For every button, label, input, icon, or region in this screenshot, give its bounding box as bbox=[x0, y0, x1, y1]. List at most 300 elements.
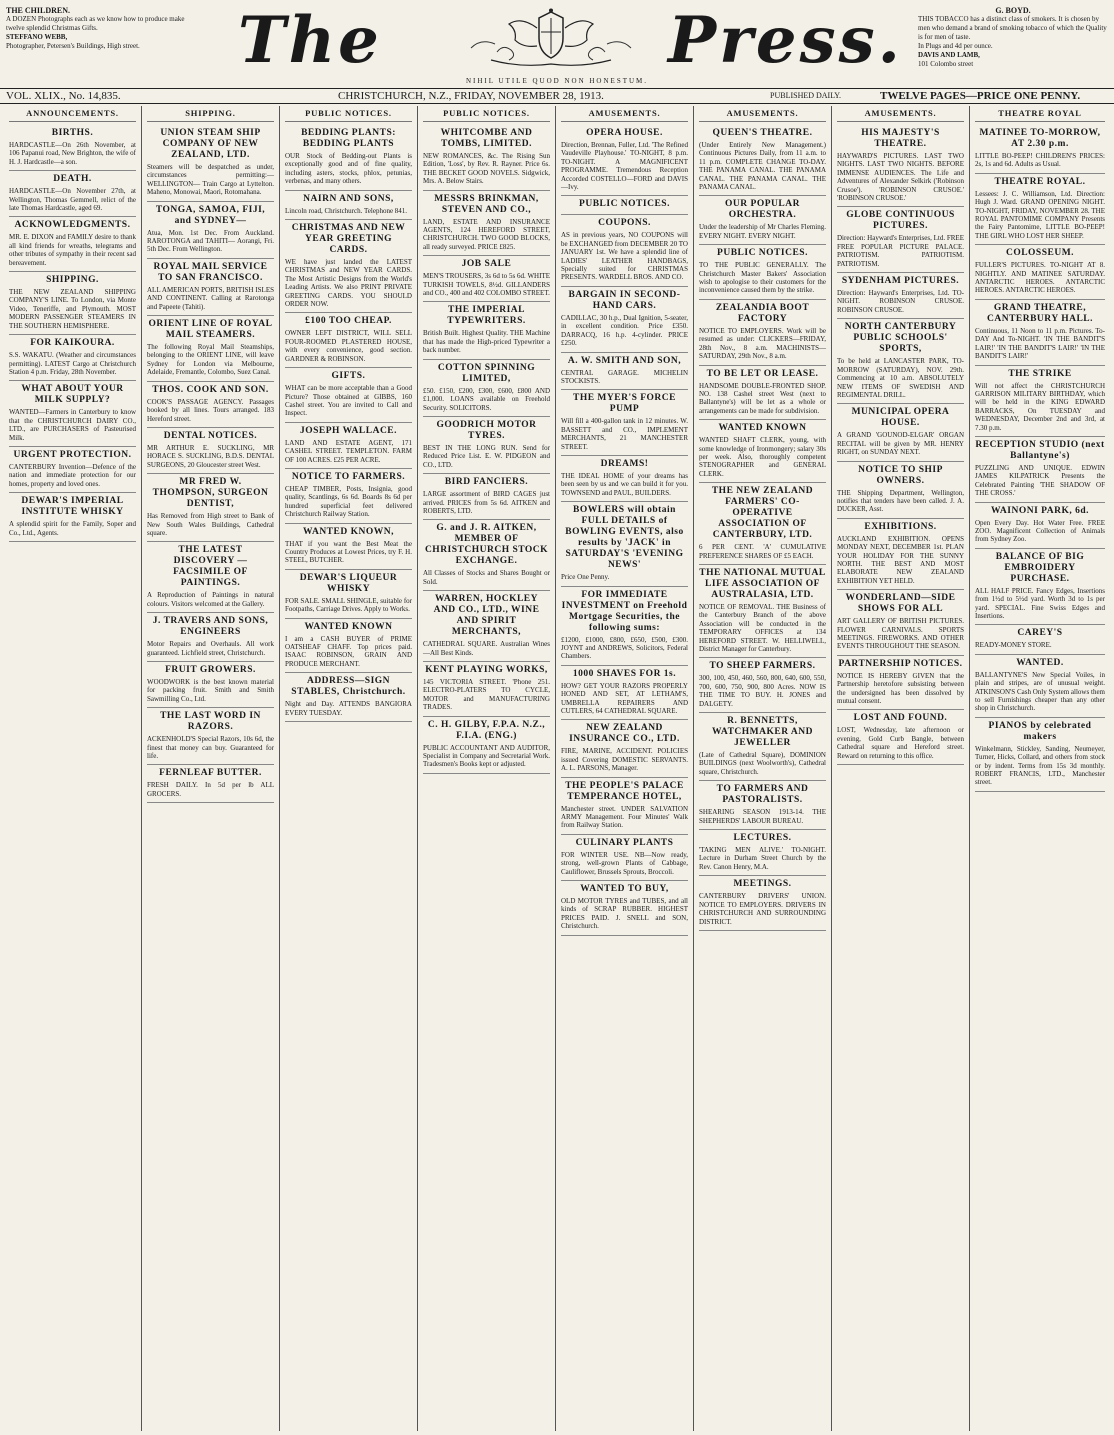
advert-body: FRESH DAILY. In 5d per lb ALL GROCERS. bbox=[147, 781, 274, 798]
advert-body: S.S. WAKATU. (Weather and circumstances permitting). LATEST Cargo at Christchurch Station 4 p.m. Friday, 28th November. bbox=[9, 351, 136, 376]
advert-body: AS in previous years, NO COUPONS will be EXCHANGED from DECEMBER 20 TO JANUARY 1st. We have a splendid line of LADIES' LEATHER HANDBAGS, Specially suited for CHRISTMAS PRESENTS. WARDELL BROS. AND CO. bbox=[561, 231, 688, 282]
advert-body: Continuous, 11 Noon to 11 p.m. Pictures. To-DAY And To-NIGHT. 'IN THE BANDIT'S LAIR!' 'IN THE BANDIT'S LAIR!' 'IN THE BANDIT'S LAIR!' bbox=[975, 326, 1105, 361]
advert-block bbox=[285, 313, 412, 368]
advert-body: CENTRAL GARAGE. MICHELIN STOCKISTS. bbox=[561, 368, 688, 385]
advert-heading: KENT PLAYING WORKS, bbox=[425, 664, 548, 675]
advert-block bbox=[423, 474, 550, 520]
advert-block bbox=[9, 125, 136, 171]
advert-body: British Built. Highest Quality. THE Machine that has made the High-priced Typewriter a back number. bbox=[423, 329, 550, 355]
advert-block bbox=[837, 273, 964, 319]
advert-block bbox=[9, 381, 136, 447]
advert-body: HAYWARD'S PICTURES. LAST TWO NIGHTS. LAST TWO NIGHTS. BEFORE IMMENSE AUDIENCES. The Life and Adventures of Alexander Selkirk ('Robinson Crusoe'). 'ROBINSON CRUSOE.' 'ROBINSON CRUSOE.' bbox=[837, 152, 964, 203]
advert-body: FULLER'S PICTURES. TO-NIGHT AT 8. NIGHTLY. AND MATINEE SATURDAY. ANTARCTIC HEROES. ANTARCTIC HEROES. ANTARCTIC HEROES. bbox=[975, 261, 1105, 295]
advert-block bbox=[561, 778, 688, 835]
masthead-title-left: The bbox=[238, 3, 382, 78]
advert-block bbox=[147, 316, 274, 382]
advert-block bbox=[561, 666, 688, 721]
advert-block bbox=[9, 493, 136, 542]
advert-body: A splendid spirit for the Family, Soper and Co., Ltd., Agents. bbox=[9, 520, 136, 537]
advert-heading: NOTICE TO SHIP OWNERS. bbox=[858, 464, 943, 486]
advert-body: CANTERBURY Invention—Defence of the nation and immediate protection for our homes, property and loved ones. bbox=[9, 462, 136, 488]
advert-body: (Late of Cathedral Square), DOMINION BUILDINGS (next Woolworth's), Cathedral square, Christchurch. bbox=[699, 751, 826, 776]
advert-block bbox=[699, 658, 826, 713]
advert-block bbox=[561, 456, 688, 502]
advert-body: WHAT can be more acceptable than a Good Picture? Those obtained at GIBBS, 160 Cashel street. You are invited to Call and Inspect. bbox=[285, 384, 412, 418]
advert-block bbox=[423, 125, 550, 191]
advert-heading: FOR IMMEDIATE INVESTMENT on Freehold Mortgage Securities, the following sums: bbox=[561, 589, 688, 633]
advert-body: A GRAND 'GOUNOD-ELGAR' ORGAN RECITAL will be given by MR. HENRY RIGHT, on SUNDAY NEXT. bbox=[837, 431, 964, 457]
price-line: TWELVE PAGES—PRICE ONE PENNY. bbox=[880, 90, 1081, 102]
advert-body: Open Every Day. Hot Water Free. FREE ZOO. Magnificent Collection of Animals from Sydney Zoo. bbox=[975, 518, 1105, 544]
advert-body: £50. £150, £200, £300, £600, £800 AND £1,000. LOANS available on Freehold Security. SOLICITORS. bbox=[423, 386, 550, 412]
advert-heading: JOB SALE bbox=[461, 259, 512, 270]
advert-heading: JOSEPH WALLACE. bbox=[299, 425, 398, 436]
advert-block bbox=[285, 619, 412, 674]
advert-heading: MEETINGS. bbox=[733, 879, 792, 890]
advert-body: 'TAKING MEN ALIVE.' TO-NIGHT. Lecture in Durham Street Church by the Rev. Canon Henry, M.A. bbox=[699, 846, 826, 871]
advert-block bbox=[423, 662, 550, 717]
advert-block bbox=[147, 125, 274, 202]
column-heading: AMUSEMENTS. bbox=[837, 106, 964, 122]
advert-heading: BOWLERS will obtain FULL DETAILS of BOWLING EVENTS, also results by 'JACK' in SATURDAY'S 'EVENING NEWS' bbox=[565, 505, 684, 571]
advert-heading: BEDDING PLANTS: BEDDING PLANTS bbox=[301, 128, 396, 149]
advert-body: BALLANTYNE'S New Special Voiles, in plain and stripes, are of unusual weight. ATKINSON'S Cash Only System allows them to sell Furnishings cheaper than any other shop in Christchurch. bbox=[975, 670, 1105, 713]
left-ear-body: A DOZEN Photographs each as we know how to produce make twelve splendid Christmas Gifts. bbox=[6, 15, 185, 32]
right-ear-address: 101 Colombo street bbox=[918, 60, 974, 68]
advert-body: CADILLAC, 30 h.p., Dual Ignition, 5-seater, in excellent condition. Price £350. DARRACQ, 16 h.p. 4-cylinder. PRICE £250. bbox=[561, 313, 688, 348]
advert-body: Price One Penny. bbox=[561, 573, 610, 582]
advert-heading: A. W. SMITH AND SON, bbox=[567, 355, 682, 366]
column-7 bbox=[832, 106, 970, 1431]
advert-heading: R. BENNETTS, WATCHMAKER AND JEWELLER bbox=[711, 716, 814, 749]
masthead-title-right: Press. bbox=[668, 3, 903, 78]
advert-heading: WAINONI PARK, 6d. bbox=[990, 505, 1090, 516]
advert-body: £1200, £1000, £800, £650, £500, £300. JOYNT and ANDREWS, Solicitors, Federal Chambers. bbox=[561, 635, 688, 661]
advert-block bbox=[9, 447, 136, 493]
advert-heading: WANTED. bbox=[1016, 657, 1064, 668]
advert-heading: ZEALANDIA BOOT FACTORY bbox=[715, 302, 810, 324]
advert-block bbox=[9, 272, 136, 335]
advert-heading: ACKNOWLEDGMENTS. bbox=[14, 220, 131, 231]
advert-body: THAT if you want the Best Meat the Country Produces at Lowest Prices, try F. H. STEEL, BUTCHER. bbox=[285, 539, 412, 565]
advert-heading: PARTNERSHIP NOTICES. bbox=[838, 658, 963, 669]
advert-block bbox=[9, 335, 136, 381]
column-1 bbox=[4, 106, 142, 1431]
advert-body: HOW? GET YOUR RAZORS PROPERLY HONED AND SET, AT LETHAM'S, UMBRELLA REPAIRERS AND CUTLERS, 64 CATHEDRAL SQUARE. bbox=[561, 681, 688, 715]
column-6 bbox=[694, 106, 832, 1431]
advert-body: CHEAP TIMBER, Posts, Insignia, good quality, Scantlings, 6s 6d. Boards 8s 6d per hundred superficial feet delivered Christchurch Railway Station. bbox=[285, 484, 412, 519]
advert-block bbox=[699, 781, 826, 830]
advert-block bbox=[423, 417, 550, 474]
advert-block bbox=[837, 319, 964, 404]
right-ear-body: THIS TOBACCO has a distinct class of smokers. It is chosen by men who demand a brand of smoking tobacco of which the Quality is for men of taste. bbox=[918, 15, 1107, 41]
advert-block bbox=[423, 591, 550, 662]
advert-body: THE NEW ZEALAND SHIPPING COMPANY'S LINE. To London, via Monte Video, Teneriffe, and Plymouth. MOST MODERN PASSENGER STEAMERS IN THE SOUTHERN HEMISPHERE. bbox=[9, 288, 136, 330]
advert-block bbox=[699, 420, 826, 483]
advert-body: AUCKLAND EXHIBITION. OPENS MONDAY NEXT, DECEMBER 1st. PLAN YOUR HOLIDAY FOR THE SUNNY NORTH. THE BEST AND MOST ELABORATE NEW ZEALAND EXHIBITION YET HELD. bbox=[837, 534, 964, 585]
advert-heading: WHITCOMBE AND TOMBS, LIMITED. bbox=[440, 128, 533, 149]
advert-block bbox=[975, 549, 1105, 626]
advert-body: Winkelmann, Stickley, Sanding, Neumeyer, Turner, Hicks, Collard, and others from stock or by indent. Terms from 15s 3d monthly. ROBERT FRANCIS, LTD., Manchester street. bbox=[975, 744, 1105, 787]
advert-block bbox=[285, 125, 412, 191]
advert-heading: EXHIBITIONS. bbox=[864, 521, 937, 532]
advert-heading: BIRD FANCIERS. bbox=[444, 477, 529, 488]
advert-heading: DREAMS! bbox=[600, 458, 649, 469]
right-ear-advert bbox=[918, 6, 1108, 69]
advert-block bbox=[975, 655, 1105, 718]
advert-block bbox=[147, 474, 274, 542]
advert-heading: BALANCE OF BIG EMBROIDERY PURCHASE. bbox=[995, 551, 1085, 584]
left-ear-advert bbox=[6, 6, 196, 51]
advert-block bbox=[9, 171, 136, 217]
advert-block bbox=[285, 570, 412, 619]
masthead-motto: NIHIL UTILE QUOD NON HONESTUM. bbox=[465, 77, 649, 85]
advert-block bbox=[561, 215, 688, 286]
advert-block bbox=[147, 428, 274, 474]
advert-heading: SHIPPING. bbox=[46, 275, 99, 286]
advert-body: WANTED—Farmers in Canterbury to know that the CHRISTCHURCH DAIRY CO., LTD., are PURCHASERS of Pasteurised Milk. bbox=[9, 408, 136, 442]
advert-heading: COLOSSEUM. bbox=[1005, 248, 1075, 259]
advert-block bbox=[975, 300, 1105, 366]
advert-heading: BIRTHS. bbox=[51, 128, 94, 138]
advert-heading: THE NEW ZEALAND FARMERS' CO-OPERATIVE ASSOCIATION OF CANTERBURY, LTD. bbox=[711, 486, 814, 541]
advert-heading: C. H. GILBY, F.P.A. N.Z., F.I.A. (ENG.) bbox=[427, 719, 546, 741]
advert-heading: WARREN, HOCKLEY AND CO., LTD., WINE AND SPIRIT MERCHANTS, bbox=[433, 594, 540, 638]
advert-block bbox=[423, 256, 550, 302]
advert-body: Has Removed from High street to Bank of New South Wales Buildings, Cathedral square. bbox=[147, 512, 274, 537]
advert-body: MR ARTHUR E. SUCKLING, MR HORACE S. SUCKLING, B.D.S. DENTAL SURGEONS, 20 Gloucester street West. bbox=[147, 443, 274, 469]
advert-block bbox=[9, 217, 136, 272]
place-and-date: CHRISTCHURCH, N.Z., FRIDAY, NOVEMBER 28, 1913. bbox=[338, 90, 604, 102]
advert-block bbox=[975, 718, 1105, 792]
right-ear-name: DAVIS AND LAMB, bbox=[918, 51, 980, 59]
advert-block bbox=[975, 503, 1105, 549]
advert-body: ALL AMERICAN PORTS, BRITISH ISLES AND CONTINENT. Calling at Rarotonga and Papeete (Tahiti). bbox=[147, 285, 274, 311]
advert-block bbox=[837, 590, 964, 656]
advert-heading: £100 TOO CHEAP. bbox=[305, 316, 392, 327]
advert-heading: PIANOS by celebrated makers bbox=[988, 720, 1092, 742]
advert-heading: NEW ZEALAND INSURANCE CO., LTD. bbox=[569, 723, 680, 745]
advert-body: THE Shipping Department, Wellington, notifies that tenders have been called. J. A. DUCKER, Asst. bbox=[837, 488, 964, 514]
advert-body: THE IDEAL HOME of your dreams has been seen by us and we can build it for you. TOWNSEND and PAUL, BUILDERS. bbox=[561, 471, 688, 497]
advert-body: Direction, Brennan, Fuller, Ltd. 'The Refined Vaudeville Playhouse.' TO-NIGHT, 8 p.m. TO-NIGHT. A MAGNIFICENT PROGRAMME. Tremendous Reception Accorded COSTELLO—FORD and DAVIS—Ivy. bbox=[561, 141, 688, 192]
left-ear-name: STEFFANO WEBB, bbox=[6, 33, 68, 41]
advert-block bbox=[147, 662, 274, 708]
advert-heading: OPERA HOUSE. bbox=[586, 128, 663, 138]
advert-heading: CAREY'S bbox=[1017, 628, 1063, 639]
advert-heading: THE LATEST DISCOVERY — FACSIMILE OF PAINTINGS. bbox=[173, 545, 248, 589]
advert-block bbox=[285, 469, 412, 524]
advert-heading: TO FARMERS AND PASTORALISTS. bbox=[716, 784, 809, 806]
column-heading: PUBLIC NOTICES. bbox=[285, 106, 412, 122]
advert-heading: NAIRN AND SONS, bbox=[303, 193, 394, 204]
advert-heading: G. and J. R. AITKEN, MEMBER OF CHRISTCHURCH STOCK EXCHANGE. bbox=[424, 523, 549, 567]
advert-block bbox=[285, 368, 412, 423]
advert-heading: WANTED KNOWN bbox=[304, 621, 393, 632]
advert-body: HARDCASTLE—On 26th November, at 106 Papanui road, New Brighton, the wife of H. J. Hardcastle—a son. bbox=[9, 141, 136, 166]
advert-block bbox=[837, 207, 964, 273]
advert-body: 145 VICTORIA STREET. 'Phone 251. ELECTRO-PLATERS TO CYCLE, MOTOR and MANUFACTURING TRADES. bbox=[423, 677, 550, 712]
advert-heading: FRUIT GROWERS. bbox=[165, 664, 256, 675]
advert-body: Will not affect the CHRISTCHURCH GARRISON MILITARY BIRTHDAY, which will be held in the KING EDWARD BARRACKS, On TUESDAY and WEDNESDAY, December 2nd and 3rd, at 7.30 p.m. bbox=[975, 381, 1105, 432]
advert-heading: CULINARY PLANTS bbox=[575, 837, 674, 848]
advert-heading: MR FRED W. THOMPSON, SURGEON DENTIST, bbox=[152, 477, 269, 510]
advert-heading: CHRISTMAS AND NEW YEAR GREETING CARDS. bbox=[291, 223, 406, 256]
advert-heading: PUBLIC NOTICES. bbox=[579, 199, 670, 210]
advert-heading: LECTURES. bbox=[733, 833, 792, 844]
advert-heading: GIFTS. bbox=[331, 371, 366, 382]
advert-heading: TO SHEEP FARMERS. bbox=[709, 661, 816, 672]
column-heading: ANNOUNCEMENTS. bbox=[9, 106, 136, 122]
advert-body: ART GALLERY OF BRITISH PICTURES. FLOWER CARNIVALS. SPORTS MEETINGS. FIREWORKS. AND OTHER EVENTS THROUGHOUT THE SEASON. bbox=[837, 617, 964, 651]
advert-heading: THE MYER'S FORCE PUMP bbox=[572, 393, 676, 415]
advert-body: MR. E. DIXON and FAMILY desire to thank all kind friends for wreaths, telegrams and other tributes of sympathy in their recent sad bereavement. bbox=[9, 233, 136, 267]
advert-block bbox=[147, 382, 274, 428]
advert-heading: WANTED KNOWN bbox=[718, 423, 807, 434]
advert-body: Lessees: J. C. Williamson, Ltd. Direction: Hugh J. Ward. GRAND OPENING NIGHT. TO-NIGHT, FRIDAY, NOVEMBER 28. THE ROYAL PANTOMIME COMPANY Presents the Fairy Pantomime, LITTLE BO-PEEP! THE GIRL WHO LOST HER SHEEP. bbox=[975, 189, 1105, 240]
advert-heading: WONDERLAND—SIDE SHOWS FOR ALL bbox=[845, 593, 956, 615]
advert-block bbox=[147, 765, 274, 803]
advert-block bbox=[699, 125, 826, 196]
advert-block bbox=[285, 524, 412, 570]
advert-heading: COUPONS. bbox=[598, 218, 651, 229]
advert-block bbox=[561, 390, 688, 456]
advert-block bbox=[423, 520, 550, 591]
advert-body: OWNER LEFT DISTRICT, WILL SELL FOUR-ROOMED PLASTERED HOUSE, with every convenience, good section. GARDNER & ROBINSON. bbox=[285, 329, 412, 363]
advert-block bbox=[147, 202, 274, 259]
advert-block bbox=[975, 366, 1105, 437]
advert-block bbox=[837, 125, 964, 207]
advert-block bbox=[975, 174, 1105, 245]
advert-heading: URGENT PROTECTION. bbox=[13, 449, 132, 460]
advert-block bbox=[423, 360, 550, 417]
right-ear-heading: G. BOYD. bbox=[995, 6, 1031, 15]
advert-heading: DENTAL NOTICES. bbox=[163, 430, 258, 441]
advert-block bbox=[699, 366, 826, 421]
advert-body: Lincoln road, Christchurch. Telephone 841. bbox=[285, 206, 408, 215]
dateline-bar bbox=[0, 88, 1114, 104]
advert-heading: WHAT ABOUT YOUR MILK SUPPLY? bbox=[21, 384, 124, 406]
advert-heading: MUNICIPAL OPERA HOUSE. bbox=[851, 407, 950, 429]
advert-body: LARGE assortment of BIRD CAGES just arrived. PRICES from 5s 6d. AITKEN and ROBERTS, LTD. bbox=[423, 490, 550, 515]
left-ear-heading: THE CHILDREN. bbox=[6, 6, 71, 15]
advert-block bbox=[699, 713, 826, 781]
advert-body: (Under Entirely New Management.) Continuous Pictures Daily, from 11 a.m. to 11 p.m. COMPLETE CHANGE TO-DAY. THE PANAMA CANAL. THE PANAMA CANAL. THE PANAMA CANAL. THE PANAMA CANAL. bbox=[699, 141, 826, 192]
advert-body: To be held at LANCASTER PARK, TO-MORROW (SATURDAY), NOV. 29th. Commencing at 10 a.m. ABSOLUTELY NEW ITEMS OF SWEDISH AND REGIMENTAL DRILL. bbox=[837, 357, 964, 399]
column-heading: AMUSEMENTS. bbox=[699, 106, 826, 122]
advert-body: NOTICE OF REMOVAL. THE Business of the Canterbury Branch of the above Association will be conducted in the TEMPORARY OFFICES at 134 HEREFORD STREET. W. HELLIWELL, District Manager for Canterbury. bbox=[699, 602, 826, 653]
advert-heading: DEWAR'S LIQUEUR WHISKY bbox=[299, 572, 398, 594]
advert-block bbox=[837, 404, 964, 461]
advert-heading: LOST AND FOUND. bbox=[853, 713, 948, 724]
advert-body: BEST IN THE LONG RUN. Send for Reduced Price List. E. W. PIDGEON and CO., LTD. bbox=[423, 443, 550, 469]
advert-heading: BARGAIN IN SECOND-HAND CARS. bbox=[568, 289, 681, 311]
advert-heading: ORIENT LINE OF ROYAL MAIL STEAMERS. bbox=[148, 319, 273, 341]
advert-heading: GLOBE CONTINUOUS PICTURES. bbox=[846, 210, 955, 232]
advert-body: 300, 100, 450, 460, 560, 800, 640, 600, 550, 700, 600, 750, 900, 800 Acres. NOW IS THE TIME TO BUY. H. JONES and DALGETY. bbox=[699, 674, 826, 708]
advert-body: NEW ROMANCES, &c. The Rising Sun Edition, 'Loss', by Rev. R. Rayner. Price 6s. THE BECKET GOOD NOVELS. Sidgwick, Mrs. A. Below Stairs. bbox=[423, 152, 550, 186]
advert-heading: TONGA, SAMOA, FIJI, and SYDNEY— bbox=[155, 204, 266, 226]
advert-body: Night and Day. ATTENDS BANGIORA EVERY TUESDAY. bbox=[285, 700, 412, 717]
advert-body: Atua, Mon. 1st Dec. From Auckland. RAROTONGA and TAHITI— Aorangi, Fri. 5th Dec. From Wellington. bbox=[147, 228, 274, 254]
advert-body: NOTICE TO EMPLOYERS. Work will be resumed as under: CLICKERS—FRIDAY, 28th Nov., 8 a.m. MACHINISTS—SATURDAY, 29th Nov., 8 a.m. bbox=[699, 326, 826, 361]
advert-heading: FERNLEAF BUTTER. bbox=[159, 768, 262, 779]
advert-body: HARDCASTLE—On November 27th, at Wellington, Thomas Gemmell, relict of the late Thomas Hardcastle, aged 69. bbox=[9, 187, 136, 213]
advert-body: WOODWORK is the best known material for packing fruit. Smith and Smith Sawmilling Co., Ltd. bbox=[147, 677, 274, 703]
advert-heading: THE NATIONAL MUTUAL LIFE ASSOCIATION OF AUSTRALASIA, LTD. bbox=[699, 567, 826, 600]
masthead bbox=[0, 0, 1114, 88]
advert-block bbox=[423, 302, 550, 359]
advert-body: Under the leadership of Mr Charles Fleming. EVERY NIGHT. EVERY NIGHT. bbox=[699, 223, 826, 240]
column-3 bbox=[280, 106, 418, 1431]
advert-body: MEN'S TROUSERS, 3s 6d to 5s 6d. WHITE TURKISH TOWELS, 8½d. GILLANDERS and CO., 400 and 402 COLOMBO STREET. bbox=[423, 272, 550, 298]
advert-block bbox=[285, 191, 412, 220]
volume-number: VOL. XLIX., No. 14,835. bbox=[6, 90, 121, 102]
advert-heading: SYDENHAM PICTURES. bbox=[841, 276, 960, 287]
column-4 bbox=[418, 106, 556, 1431]
advert-body: ALL HALF PRICE. Fancy Edges, Insertions from 1½d to 5½d yard. Worth 3d to 1s per yard. SPECIAL. Fine Swiss Edges and Insertions. bbox=[975, 586, 1105, 620]
advert-body: READY-MONEY STORE. bbox=[975, 641, 1052, 650]
advert-body: OLD MOTOR TYRES and TUBES, and all kinds of SCRAP RUBBER. HIGHEST PRICES PAID. J. SNELL and SON, Christchurch. bbox=[561, 897, 688, 931]
advert-body: PUZZLING AND UNIQUE. EDWIN JAMES KILPATRICK Presents the Celebrated Painting 'THE SHADOW OF THE CROSS.' bbox=[975, 463, 1105, 498]
advert-heading: THE IMPERIAL TYPEWRITERS. bbox=[447, 305, 526, 327]
advert-heading: THE STRIKE bbox=[1008, 368, 1072, 379]
advert-body: FOR SALE. SMALL SHINGLE, suitable for Footpaths, Carriage Drives. Apply to Works. bbox=[285, 596, 412, 614]
advert-heading: THE LAST WORD IN RAZORS. bbox=[160, 711, 261, 733]
advert-body: HANDSOME DOUBLE-FRONTED SHOP. NO. 138 Cashel street West (next to Ballantyne's) will be let as a whole or arrangements can be made for subdivision. bbox=[699, 381, 826, 415]
advert-body: The following Royal Mail Steamships, belonging to the ORIENT LINE, will leave Sydney for London via Melbourne, Adelaide, Fremantle, Colombo, Suez Canal. bbox=[147, 343, 274, 377]
advert-block bbox=[699, 245, 826, 300]
column-heading: AMUSEMENTS. bbox=[561, 106, 688, 122]
advert-block bbox=[561, 287, 688, 353]
advert-heading: DEATH. bbox=[53, 174, 92, 185]
advert-heading: TO BE LET OR LEASE. bbox=[706, 368, 819, 379]
column-8 bbox=[970, 106, 1110, 1431]
advert-block bbox=[285, 423, 412, 469]
advert-body: Will fill a 400-gallon tank in 12 minutes. W. BASSETT and CO., IMPLEMENT MERCHANTS, 21 MANCHESTER STREET. bbox=[561, 417, 688, 451]
advert-body: CANTERBURY DRIVERS' UNION. NOTICE TO EMPLOYERS. DRIVERS IN CHRISTCHURCH AND SURROUNDING DISTRICT. bbox=[699, 892, 826, 926]
advert-block bbox=[561, 196, 688, 215]
left-ear-address: Photographer, Petersen's Buildings, High street. bbox=[6, 42, 140, 50]
advert-body: FOR WINTER USE. NB—Now ready, strong, well-grown Plants of Cabbage, Cauliflower, Brussels Sprouts, Broccoli. bbox=[561, 850, 688, 876]
advert-body: PUBLIC ACCOUNTANT AND AUDITOR, Specialist in Company and Secretarial Work. Tradesmen's Books kept or adjusted. bbox=[423, 743, 550, 769]
advert-heading: WANTED KNOWN, bbox=[303, 526, 394, 537]
advert-body: Motor Repairs and Overhauls. All work guaranteed. Lichfield street, Christchurch. bbox=[147, 640, 274, 657]
advert-block bbox=[837, 710, 964, 765]
advert-heading: PUBLIC NOTICES. bbox=[717, 248, 808, 259]
advert-body: A Reproduction of Paintings in natural colours. Visitors welcomed at the Gallery. bbox=[147, 591, 274, 608]
advert-block bbox=[147, 542, 274, 613]
advert-body: LAND AND ESTATE AGENT, 171 CASHEL STREET. TEMPLETON. FARM OF 100 ACRES. £25 PER ACRE. bbox=[285, 438, 412, 464]
advert-body: WE have just landed the LATEST CHRISTMAS and NEW YEAR CARDS. The Most Artistic Designs from the World's Leading Artists. We also PRINT PRIVATE GREETING CARDS. YOU SHOULD ORDER NOW. bbox=[285, 258, 412, 309]
advert-body: Steamers will be despatched as under, circumstances permitting:— WELLINGTON— Train Cargo at Lyttelton. Maheno, Monowai, Maori, Rotomahana. bbox=[147, 163, 274, 197]
advert-heading: MATINEE TO-MORROW, AT 2.30 p.m. bbox=[979, 128, 1101, 149]
advert-heading: THOS. COOK AND SON. bbox=[152, 384, 269, 395]
column-2 bbox=[142, 106, 280, 1431]
advert-heading: ADDRESS—SIGN STABLES, Christchurch. bbox=[291, 676, 406, 698]
advert-block bbox=[975, 625, 1105, 654]
advert-heading: QUEEN'S THEATRE. bbox=[712, 128, 813, 138]
advert-heading: NORTH CANTERBURY PUBLIC SCHOOLS' SPORTS, bbox=[844, 322, 957, 355]
advert-block bbox=[699, 565, 826, 658]
advert-body: WANTED SHAFT CLERK, young, with some knowledge of Ironmongery; salary 30s per week. Also, thoroughly competent STENOGRAPHER and GENERAL CLERK. bbox=[699, 436, 826, 478]
advert-block bbox=[561, 353, 688, 391]
advert-body: Manchester street. UNDER SALVATION ARMY Management. Four Minutes' Walk from Railway Station. bbox=[561, 804, 688, 830]
advert-block bbox=[147, 708, 274, 765]
columns-container bbox=[4, 106, 1110, 1431]
advert-heading: GRAND THEATRE, CANTERBURY HALL. bbox=[986, 302, 1094, 324]
advert-body: LAND, ESTATE AND INSURANCE AGENTS, 124 HEREFORD STREET, CHRISTCHURCH. TWO GOOD BLOCKS, all ready surveyed. PRICE £825. bbox=[423, 217, 550, 251]
advert-block bbox=[561, 502, 688, 586]
advert-heading: WANTED TO BUY, bbox=[580, 884, 669, 895]
advert-block bbox=[975, 245, 1105, 300]
advert-block bbox=[561, 720, 688, 777]
advert-heading: ROYAL MAIL SERVICE TO SAN FRANCISCO. bbox=[153, 261, 268, 283]
advert-heading: COTTON SPINNING LIMITED, bbox=[437, 362, 536, 384]
advert-block bbox=[285, 220, 412, 313]
advert-block bbox=[699, 196, 826, 245]
advert-body: NOTICE IS HEREBY GIVEN that the Partnership heretofore subsisting between the undersigned has been dissolved by mutual consent. bbox=[837, 671, 964, 706]
advert-block bbox=[561, 125, 688, 196]
advert-heading: FOR KAIKOURA. bbox=[30, 338, 115, 349]
column-heading: THEATRE ROYAL bbox=[975, 106, 1105, 122]
advert-body: OUR Stock of Bedding-out Plants is exceptionally good and of fine quality, including asters, stocks, phlox, petunias, verbenas, and many others. bbox=[285, 152, 412, 186]
advert-block bbox=[837, 656, 964, 711]
advert-block bbox=[699, 300, 826, 366]
advert-heading: J. TRAVERS AND SONS, ENGINEERS bbox=[152, 616, 269, 638]
advert-heading: OUR POPULAR ORCHESTRA. bbox=[725, 199, 800, 221]
advert-body: TO THE PUBLIC GENERALLY. The Christchurch Master Bakers' Association wish to apologise to their customers for the inconvenience caused them by the strike. bbox=[699, 261, 826, 295]
advert-body: All Classes of Stocks and Shares Bought or Sold. bbox=[423, 569, 550, 586]
column-heading: SHIPPING. bbox=[147, 106, 274, 122]
advert-block bbox=[837, 519, 964, 590]
advert-body: Direction: Hayward's Enterprises, Ltd. FREE FREE POPULAR PICTURE PALACE. PATRIOTISM. PATRIOTISM. PATRIOTISM. bbox=[837, 234, 964, 268]
advert-body: CATHEDRAL SQUARE. Australian Wines—All Best Kinds. bbox=[423, 640, 550, 657]
advert-heading: DEWAR'S IMPERIAL INSTITUTE WHISKY bbox=[21, 496, 124, 518]
advert-heading: GOODRICH MOTOR TYRES. bbox=[436, 419, 537, 441]
advert-heading: THE PEOPLE'S PALACE TEMPERANCE HOTEL, bbox=[565, 780, 684, 802]
advert-block bbox=[975, 125, 1105, 174]
advert-block bbox=[423, 191, 550, 257]
advert-block bbox=[837, 462, 964, 519]
column-heading: PUBLIC NOTICES. bbox=[423, 106, 550, 122]
advert-heading: UNION STEAM SHIP COMPANY OF NEW ZEALAND, LTD. bbox=[160, 128, 261, 160]
advert-block bbox=[423, 717, 550, 774]
advert-block bbox=[699, 876, 826, 931]
advert-heading: HIS MAJESTY'S THEATRE. bbox=[861, 128, 940, 149]
coat-of-arms-icon bbox=[438, 8, 664, 74]
advert-body: Direction: Hayward's Enterprises, Ltd. TO-NIGHT. ROBINSON CRUSOE. ROBINSON CRUSOE. bbox=[837, 289, 964, 314]
advert-block bbox=[561, 835, 688, 881]
advert-heading: RECEPTION STUDIO (next Ballantyne's) bbox=[975, 439, 1105, 461]
advert-body: LITTLE BO-PEEP! CHILDREN'S PRICES: 2s, 1s and 6d. Adults as Usual. bbox=[975, 152, 1105, 169]
advert-block bbox=[561, 881, 688, 936]
advert-heading: 1000 SHAVES FOR 1s. bbox=[572, 668, 677, 679]
advert-body: ACKENHOLD'S Special Razors, 10s 6d, the finest that money can buy. Guaranteed for life. bbox=[147, 735, 274, 760]
advert-block bbox=[699, 830, 826, 876]
advert-body: I am a CASH BUYER of PRIME OATSHEAF CHAFF. Top prices paid. ISAAC ROBINSON, GRAIN AND PRODUCE MERCHANT. bbox=[285, 634, 412, 668]
advert-body: FIRE, MARINE, ACCIDENT. POLICIES issued Covering DOMESTIC SERVANTS. A. L. PARSONS, Manager. bbox=[561, 747, 688, 773]
advert-block bbox=[147, 613, 274, 662]
advert-body: LOST, Wednesday, late afternoon or evening, Gold Curb Bangle, between Cathedral square and Hereford street. Reward on returning to this office. bbox=[837, 726, 964, 760]
right-ear-extra: In Plugs and 4d per ounce. bbox=[918, 42, 993, 50]
advert-body: SHEARING SEASON 1913-14. THE SHEPHERDS' LABOUR BUREAU. bbox=[699, 808, 826, 825]
column-5 bbox=[556, 106, 694, 1431]
coat-of-arms-icon-svg bbox=[451, 8, 651, 74]
advert-body: 6 PER CENT. 'A' CUMULATIVE PREFERENCE SHARES OF £5 EACH. bbox=[699, 543, 826, 560]
published-daily: PUBLISHED DAILY. bbox=[770, 91, 842, 100]
advert-block bbox=[561, 587, 688, 666]
